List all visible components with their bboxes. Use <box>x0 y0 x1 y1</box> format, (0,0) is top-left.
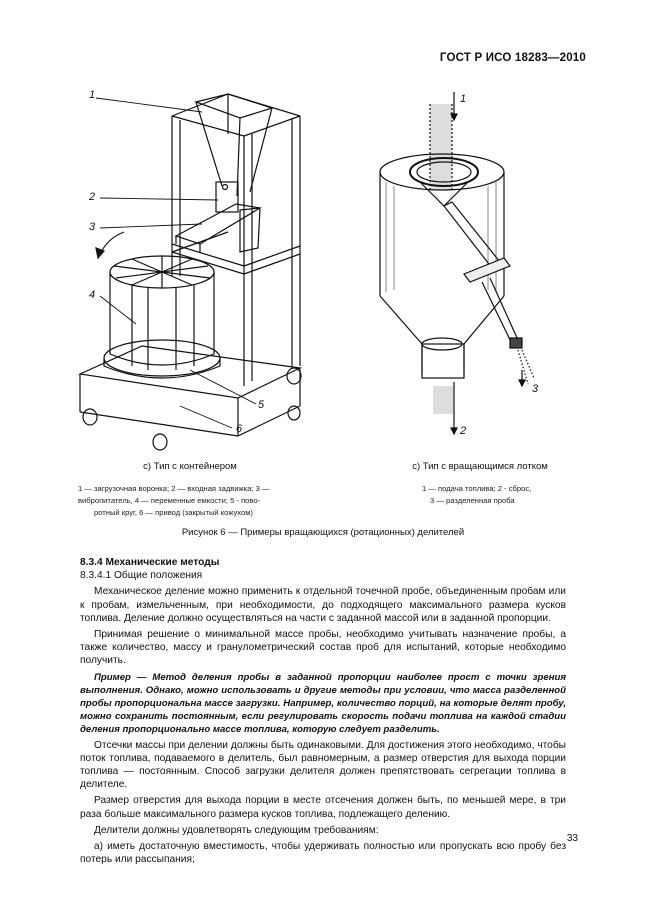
rotating-containers <box>104 256 220 378</box>
legend-line: 3 — разделенная проба <box>430 496 515 505</box>
section-heading: 8.3.4 Механические методы <box>80 557 220 568</box>
right-caption: с) Тип с вращающимся лотком <box>412 461 548 472</box>
left-legend <box>78 483 338 519</box>
vibratory-feeder <box>176 204 260 252</box>
callout-4: 4 <box>89 289 96 301</box>
callout-1: 1 <box>89 89 96 101</box>
legend-line: вибропитатель, 4 — переменные емкости; 5 - пово- <box>78 496 261 505</box>
right-legend <box>422 483 592 507</box>
rotating-chute <box>444 202 510 282</box>
hopper <box>196 94 272 212</box>
paragraph: Принимая решение о минимальной массе пробы, необходимо учитывать назначение пробы, а также количество, массу и гранулометрический состав проб для испытаний, которые необходимо получить. <box>80 629 566 667</box>
legend-line: ротный круг, 6 — привод (закрытый кожухом) <box>94 508 253 517</box>
paragraph: Делители должны удовлетворять следующим требованиям: <box>94 824 379 836</box>
body-text <box>80 556 566 869</box>
reject-outlet <box>433 386 453 414</box>
page-number: 33 <box>566 833 578 844</box>
left-caption: с) Тип с контейнером <box>143 461 237 472</box>
callout-3: 3 <box>89 221 96 233</box>
callout-3: 3 <box>532 383 539 395</box>
subsection-heading: 8.3.4.1 Общие положения <box>80 570 203 582</box>
paragraph: Механическое деление можно применить к отдельной точечной пробе, объединенным пробам или к пробам, измельченным, при необходимости, до подходящего максимального размера кусков топлива. Деление должно осуществляться на части с заданной массой или в заданной пропорции. <box>80 586 566 624</box>
sample-outlet <box>482 278 534 384</box>
example-note: Пример — Метод деления пробы в заданной пропорции наиболее прост с точки зрения выполнения. Однако, можно использовать и другие методы при условии, что масса разделенной пробы пропорциональна массе загрузки. Например, количество порций, на которые делят пробу, можно сохранить постоянным, если регулировать скорость подачи топлива на каждой стадии деления пропорционально массе топлива, которую следует разделить. <box>80 671 566 735</box>
fuel-feed <box>430 104 452 190</box>
list-item: а) иметь достаточную вместимость, чтобы удерживать полностью или пропускать всю пробу без потерь или рассыпания; <box>80 841 566 866</box>
container-divider-drawing <box>62 76 312 458</box>
figure-title: Рисунок 6 — Примеры вращающихся (ротационных) делителей <box>181 527 465 538</box>
paragraph: Отсечки массы при делении должны быть одинаковыми. Для достижения этого необходимо, чтобы поток топлива, подаваемого в делитель, был равномерным, а размер отверстия для выхода порции топлива — постоянным. Способ загрузки делителя должен препятствовать сегрегации топлива в делителе. <box>80 739 566 791</box>
callout-5: 5 <box>258 399 265 411</box>
paragraph: Размер отверстия для выхода порции в месте отсечения должен быть, по меньшей мере, в три раза больше максимального размера кусков топлива, подлежащего делению. <box>80 795 566 820</box>
callout-6: 6 <box>236 423 243 435</box>
rotating-chute-divider-drawing <box>372 82 572 444</box>
legend-line: 1 — загрузочная воронка; 2 — входная задвижка; 3 — <box>78 484 270 493</box>
callout-2: 2 <box>460 425 467 437</box>
standard-designation: ГОСТ Р ИСО 18283—2010 <box>439 52 586 64</box>
legend-line: 1 — подача топлива; 2 - сброс, <box>422 484 532 493</box>
callout-2: 2 <box>89 191 96 203</box>
callout-1: 1 <box>460 93 467 105</box>
